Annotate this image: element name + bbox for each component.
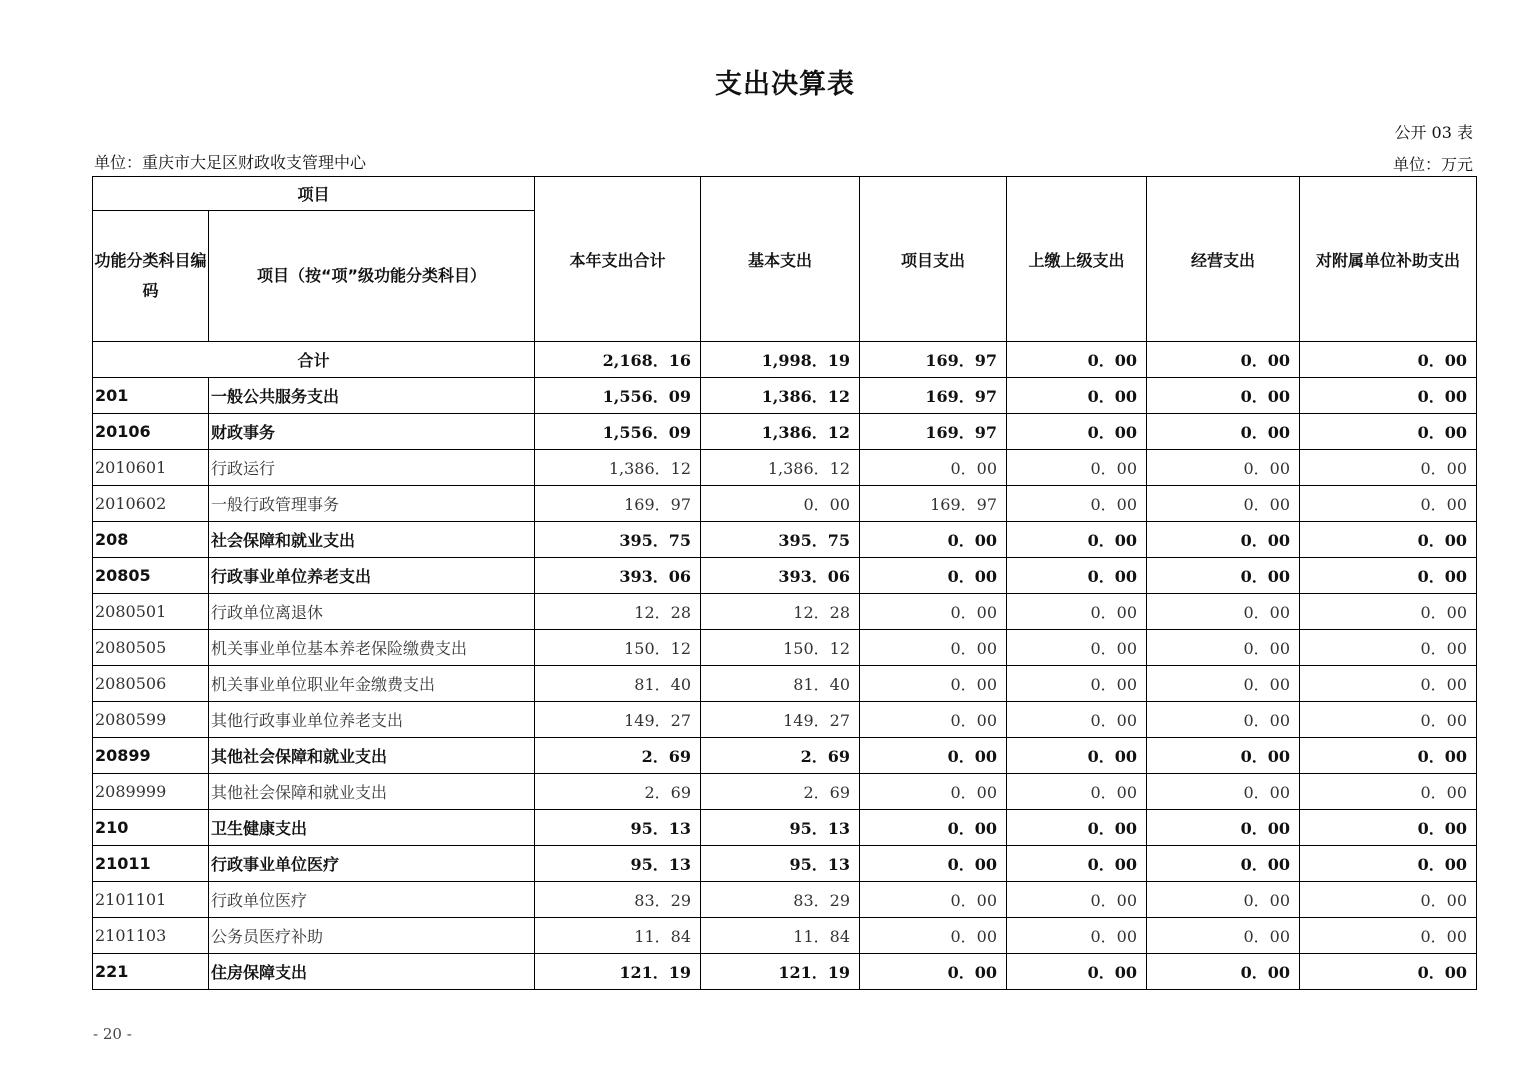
row-value: 0．00	[1300, 882, 1477, 918]
total-label: 合计	[93, 342, 535, 378]
page-title: 支出决算表	[715, 69, 855, 100]
table-header	[93, 177, 1477, 342]
row-value: 2．69	[701, 774, 860, 810]
row-value: 0．00	[1300, 738, 1477, 774]
row-code: 2101101	[93, 882, 209, 918]
row-value: 0．00	[860, 918, 1007, 954]
row-value: 81．40	[701, 666, 860, 702]
row-value: 0．00	[1007, 918, 1147, 954]
total-value: 0．00	[1147, 342, 1300, 378]
row-value: 83．29	[701, 882, 860, 918]
row-value: 395．75	[535, 522, 701, 558]
header-subsidy: 对附属单位补助支出	[1300, 177, 1477, 342]
row-code: 21011	[93, 846, 209, 882]
header-code: 功能分类科目编码	[93, 211, 209, 342]
header-upper-level: 上缴上级支出	[1007, 177, 1147, 342]
table-row	[93, 918, 1477, 954]
row-value: 0．00	[860, 450, 1007, 486]
row-value: 0．00	[1007, 666, 1147, 702]
table-row	[93, 810, 1477, 846]
row-value: 95．13	[701, 846, 860, 882]
row-value: 0．00	[1147, 702, 1300, 738]
row-value: 0．00	[1300, 630, 1477, 666]
total-value: 169．97	[860, 342, 1007, 378]
row-value: 0．00	[1147, 666, 1300, 702]
row-value: 0．00	[1300, 450, 1477, 486]
row-code: 20805	[93, 558, 209, 594]
row-value: 0．00	[860, 522, 1007, 558]
row-value: 0．00	[860, 702, 1007, 738]
row-code: 208	[93, 522, 209, 558]
row-value: 95．13	[535, 846, 701, 882]
row-value: 11．84	[535, 918, 701, 954]
row-value: 0．00	[1007, 630, 1147, 666]
row-value: 2．69	[701, 738, 860, 774]
row-value: 1,386．12	[701, 450, 860, 486]
row-value: 1,556．09	[535, 378, 701, 414]
row-value: 0．00	[1007, 414, 1147, 450]
row-value: 0．00	[1300, 918, 1477, 954]
row-value: 0．00	[1147, 882, 1300, 918]
row-value: 81．40	[535, 666, 701, 702]
row-value: 0．00	[1007, 378, 1147, 414]
row-code: 2080599	[93, 702, 209, 738]
table-row	[93, 594, 1477, 630]
row-name: 公务员医疗补助	[209, 918, 535, 954]
row-name: 其他社会保障和就业支出	[209, 738, 535, 774]
row-name: 财政事务	[209, 414, 535, 450]
row-value: 0．00	[1007, 594, 1147, 630]
row-value: 95．13	[535, 810, 701, 846]
row-value: 0．00	[1007, 702, 1147, 738]
row-value: 393．06	[535, 558, 701, 594]
row-value: 1,556．09	[535, 414, 701, 450]
row-name: 行政单位医疗	[209, 882, 535, 918]
table-row	[93, 486, 1477, 522]
row-value: 0．00	[1007, 486, 1147, 522]
table-row	[93, 702, 1477, 738]
row-value: 0．00	[1147, 774, 1300, 810]
table-row	[93, 378, 1477, 414]
row-value: 0．00	[1007, 738, 1147, 774]
row-value: 169．97	[860, 378, 1007, 414]
table-row	[93, 846, 1477, 882]
row-code: 210	[93, 810, 209, 846]
row-code: 2080501	[93, 594, 209, 630]
header-item: 项目（按“项”级功能分类科目）	[209, 211, 535, 342]
total-value: 2,168．16	[535, 342, 701, 378]
row-value: 0．00	[1007, 522, 1147, 558]
row-value: 121．19	[701, 954, 860, 990]
row-value: 83．29	[535, 882, 701, 918]
row-name: 一般公共服务支出	[209, 378, 535, 414]
row-value: 0．00	[1007, 774, 1147, 810]
header-total: 本年支出合计	[535, 177, 701, 342]
row-value: 0．00	[1300, 702, 1477, 738]
row-value: 0．00	[1300, 774, 1477, 810]
header-basic: 基本支出	[701, 177, 860, 342]
row-value: 0．00	[1007, 558, 1147, 594]
table-row	[93, 414, 1477, 450]
row-value: 0．00	[1300, 666, 1477, 702]
row-value: 395．75	[701, 522, 860, 558]
row-value: 0．00	[1147, 738, 1300, 774]
row-code: 2080505	[93, 630, 209, 666]
row-value: 11．84	[701, 918, 860, 954]
row-value: 0．00	[1147, 414, 1300, 450]
row-value: 12．28	[701, 594, 860, 630]
row-name: 行政事业单位养老支出	[209, 558, 535, 594]
row-value: 0．00	[1007, 450, 1147, 486]
row-value: 149．27	[535, 702, 701, 738]
row-value: 0．00	[860, 846, 1007, 882]
row-value: 121．19	[535, 954, 701, 990]
row-value: 0．00	[1300, 594, 1477, 630]
row-value: 0．00	[1147, 594, 1300, 630]
row-value: 0．00	[1147, 846, 1300, 882]
row-value: 0．00	[1147, 558, 1300, 594]
row-code: 2089999	[93, 774, 209, 810]
reporting-unit: 单位：重庆市大足区财政收支管理中心	[94, 153, 367, 172]
row-value: 0．00	[1007, 882, 1147, 918]
row-value: 0．00	[1007, 954, 1147, 990]
row-value: 0．00	[1300, 486, 1477, 522]
row-value: 150．12	[701, 630, 860, 666]
row-name: 其他行政事业单位养老支出	[209, 702, 535, 738]
row-value: 0．00	[860, 774, 1007, 810]
row-value: 0．00	[1300, 414, 1477, 450]
row-name: 一般行政管理事务	[209, 486, 535, 522]
row-value: 0．00	[1300, 846, 1477, 882]
row-value: 0．00	[1147, 486, 1300, 522]
header-project-expenditure: 项目支出	[860, 177, 1007, 342]
form-number: 公开 03 表	[1394, 123, 1473, 142]
row-name: 机关事业单位职业年金缴费支出	[209, 666, 535, 702]
row-value: 0．00	[860, 882, 1007, 918]
row-value: 1,386．12	[535, 450, 701, 486]
row-value: 0．00	[1147, 810, 1300, 846]
row-value: 0．00	[1300, 522, 1477, 558]
row-name: 行政运行	[209, 450, 535, 486]
row-value: 0．00	[1300, 954, 1477, 990]
row-name: 机关事业单位基本养老保险缴费支出	[209, 630, 535, 666]
row-value: 0．00	[860, 594, 1007, 630]
row-value: 0．00	[1300, 810, 1477, 846]
row-value: 169．97	[860, 414, 1007, 450]
row-value: 0．00	[1147, 378, 1300, 414]
total-value: 1,998．19	[701, 342, 860, 378]
header-operating: 经营支出	[1147, 177, 1300, 342]
row-value: 1,386．12	[701, 378, 860, 414]
row-value: 0．00	[1300, 378, 1477, 414]
row-value: 0．00	[860, 666, 1007, 702]
table-row	[93, 954, 1477, 990]
row-code: 221	[93, 954, 209, 990]
page-number: - 20 -	[93, 1025, 132, 1043]
table-row	[93, 774, 1477, 810]
row-value: 0．00	[1147, 954, 1300, 990]
row-value: 0．00	[1147, 450, 1300, 486]
table-body	[93, 342, 1477, 990]
row-value: 95．13	[701, 810, 860, 846]
row-value: 0．00	[860, 738, 1007, 774]
row-name: 行政事业单位医疗	[209, 846, 535, 882]
total-value: 0．00	[1007, 342, 1147, 378]
row-value: 2．69	[535, 738, 701, 774]
row-value: 0．00	[1007, 846, 1147, 882]
row-value: 169．97	[860, 486, 1007, 522]
table-row	[93, 882, 1477, 918]
row-code: 20106	[93, 414, 209, 450]
row-value: 0．00	[1007, 810, 1147, 846]
total-row	[93, 342, 1477, 378]
table-row	[93, 558, 1477, 594]
row-code: 2010601	[93, 450, 209, 486]
row-value: 169．97	[535, 486, 701, 522]
table-row	[93, 450, 1477, 486]
row-name: 社会保障和就业支出	[209, 522, 535, 558]
currency-unit: 单位：万元	[1392, 155, 1473, 174]
row-code: 2101103	[93, 918, 209, 954]
row-code: 2010602	[93, 486, 209, 522]
row-value: 0．00	[860, 954, 1007, 990]
row-value: 12．28	[535, 594, 701, 630]
row-value: 0．00	[860, 810, 1007, 846]
row-name: 其他社会保障和就业支出	[209, 774, 535, 810]
table-row	[93, 738, 1477, 774]
row-value: 0．00	[1147, 630, 1300, 666]
row-value: 1,386．12	[701, 414, 860, 450]
row-value: 0．00	[1147, 522, 1300, 558]
row-value: 0．00	[701, 486, 860, 522]
table-row	[93, 522, 1477, 558]
row-value: 0．00	[1147, 918, 1300, 954]
row-value: 393．06	[701, 558, 860, 594]
row-value: 0．00	[860, 630, 1007, 666]
table-row	[93, 630, 1477, 666]
row-code: 201	[93, 378, 209, 414]
expenditure-table	[92, 176, 1477, 990]
row-value: 0．00	[860, 558, 1007, 594]
row-code: 20899	[93, 738, 209, 774]
row-name: 卫生健康支出	[209, 810, 535, 846]
row-code: 2080506	[93, 666, 209, 702]
total-value: 0．00	[1300, 342, 1477, 378]
header-project: 项目	[93, 177, 535, 211]
row-value: 0．00	[1300, 558, 1477, 594]
table-row	[93, 666, 1477, 702]
row-value: 149．27	[701, 702, 860, 738]
row-value: 2．69	[535, 774, 701, 810]
row-value: 150．12	[535, 630, 701, 666]
row-name: 行政单位离退休	[209, 594, 535, 630]
row-name: 住房保障支出	[209, 954, 535, 990]
